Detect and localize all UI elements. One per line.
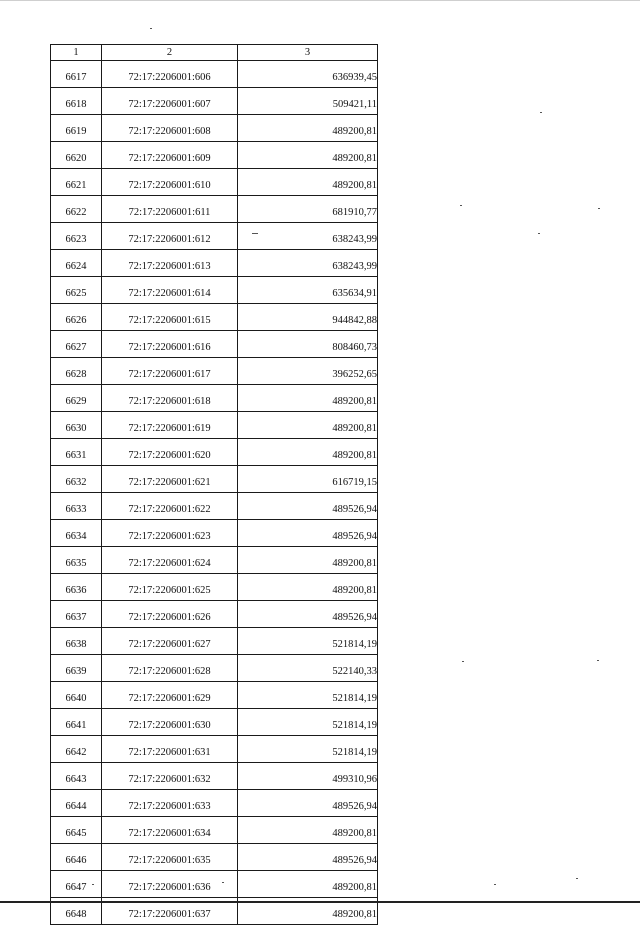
scan-speck bbox=[150, 28, 152, 29]
header-column-3: 3 bbox=[238, 45, 378, 61]
cadastral-value-cell: 944842,88 bbox=[238, 304, 378, 331]
row-number-cell: 6638 bbox=[51, 628, 102, 655]
table-row bbox=[51, 763, 378, 790]
table-row bbox=[51, 493, 378, 520]
cadastral-number-cell: 72:17:2206001:613 bbox=[102, 250, 238, 277]
table-row bbox=[51, 196, 378, 223]
table-body bbox=[51, 61, 378, 925]
cadastral-value-cell: 489526,94 bbox=[238, 844, 378, 871]
cadastral-value-cell: 616719,15 bbox=[238, 466, 378, 493]
cadastral-value-cell: 489200,81 bbox=[238, 115, 378, 142]
row-number-cell: 6618 bbox=[51, 88, 102, 115]
scan-speck bbox=[597, 660, 599, 661]
cadastral-value-cell: 489200,81 bbox=[238, 439, 378, 466]
cadastral-number-cell: 72:17:2206001:611 bbox=[102, 196, 238, 223]
cadastral-value-cell: 489200,81 bbox=[238, 574, 378, 601]
cadastral-number-cell: 72:17:2206001:624 bbox=[102, 547, 238, 574]
cadastral-number-cell: 72:17:2206001:628 bbox=[102, 655, 238, 682]
cadastral-number-cell: 72:17:2206001:618 bbox=[102, 385, 238, 412]
cadastral-value-cell: 489526,94 bbox=[238, 493, 378, 520]
table-row bbox=[51, 304, 378, 331]
row-number-cell: 6644 bbox=[51, 790, 102, 817]
cadastral-value-cell: 499310,96 bbox=[238, 763, 378, 790]
row-number-cell: 6642 bbox=[51, 736, 102, 763]
table-row bbox=[51, 655, 378, 682]
cadastral-value-table bbox=[50, 44, 378, 925]
row-number-cell: 6623 bbox=[51, 223, 102, 250]
table-row bbox=[51, 844, 378, 871]
cadastral-value-cell: 396252,65 bbox=[238, 358, 378, 385]
cadastral-number-cell: 72:17:2206001:635 bbox=[102, 844, 238, 871]
page-top-edge bbox=[0, 0, 640, 1]
row-number-cell: 6637 bbox=[51, 601, 102, 628]
row-number-cell: 6633 bbox=[51, 493, 102, 520]
cadastral-number-cell: 72:17:2206001:634 bbox=[102, 817, 238, 844]
table-row bbox=[51, 817, 378, 844]
table-row bbox=[51, 439, 378, 466]
cadastral-value-cell: 489200,81 bbox=[238, 871, 378, 898]
page-bottom-edge bbox=[0, 901, 640, 903]
table-header bbox=[51, 45, 378, 61]
scan-speck bbox=[538, 233, 540, 234]
table-row bbox=[51, 466, 378, 493]
table-row bbox=[51, 250, 378, 277]
cadastral-value-cell: 489200,81 bbox=[238, 547, 378, 574]
table-row bbox=[51, 682, 378, 709]
row-number-cell: 6629 bbox=[51, 385, 102, 412]
table-row bbox=[51, 223, 378, 250]
cadastral-number-cell: 72:17:2206001:614 bbox=[102, 277, 238, 304]
cadastral-number-cell: 72:17:2206001:625 bbox=[102, 574, 238, 601]
row-number-cell: 6626 bbox=[51, 304, 102, 331]
cadastral-value-cell: 489526,94 bbox=[238, 601, 378, 628]
cadastral-number-cell: 72:17:2206001:615 bbox=[102, 304, 238, 331]
scan-speck bbox=[222, 882, 224, 883]
cadastral-number-cell: 72:17:2206001:608 bbox=[102, 115, 238, 142]
cadastral-value-cell: 638243,99 bbox=[238, 250, 378, 277]
scan-speck bbox=[494, 884, 496, 885]
row-number-cell: 6645 bbox=[51, 817, 102, 844]
table-row bbox=[51, 871, 378, 898]
cadastral-number-cell: 72:17:2206001:623 bbox=[102, 520, 238, 547]
table-row bbox=[51, 277, 378, 304]
cadastral-number-cell: 72:17:2206001:616 bbox=[102, 331, 238, 358]
table-row bbox=[51, 601, 378, 628]
scan-speck bbox=[462, 661, 464, 662]
table-row bbox=[51, 574, 378, 601]
cadastral-value-cell: 681910,77 bbox=[238, 196, 378, 223]
cadastral-number-cell: 72:17:2206001:621 bbox=[102, 466, 238, 493]
cadastral-number-cell: 72:17:2206001:609 bbox=[102, 142, 238, 169]
row-number-cell: 6631 bbox=[51, 439, 102, 466]
table-row bbox=[51, 736, 378, 763]
row-number-cell: 6636 bbox=[51, 574, 102, 601]
cadastral-value-cell: 489200,81 bbox=[238, 898, 378, 925]
cadastral-number-cell: 72:17:2206001:632 bbox=[102, 763, 238, 790]
scan-speck bbox=[540, 112, 542, 113]
scan-speck bbox=[576, 878, 578, 879]
row-number-cell: 6648 bbox=[51, 898, 102, 925]
row-number-cell: 6632 bbox=[51, 466, 102, 493]
table-row bbox=[51, 88, 378, 115]
row-number-cell: 6639 bbox=[51, 655, 102, 682]
row-number-cell: 6634 bbox=[51, 520, 102, 547]
cadastral-value-cell: 489200,81 bbox=[238, 817, 378, 844]
cadastral-number-cell: 72:17:2206001:630 bbox=[102, 709, 238, 736]
cadastral-value-cell: 635634,91 bbox=[238, 277, 378, 304]
cadastral-value-cell: 489200,81 bbox=[238, 412, 378, 439]
cadastral-number-cell: 72:17:2206001:636 bbox=[102, 871, 238, 898]
cadastral-number-cell: 72:17:2206001:619 bbox=[102, 412, 238, 439]
scan-speck bbox=[92, 884, 94, 885]
row-number-cell: 6620 bbox=[51, 142, 102, 169]
cadastral-value-cell: 509421,11 bbox=[238, 88, 378, 115]
row-number-cell: 6643 bbox=[51, 763, 102, 790]
row-number-cell: 6622 bbox=[51, 196, 102, 223]
row-number-cell: 6627 bbox=[51, 331, 102, 358]
table-row bbox=[51, 628, 378, 655]
cadastral-value-cell: 521814,19 bbox=[238, 736, 378, 763]
cadastral-number-cell: 72:17:2206001:626 bbox=[102, 601, 238, 628]
cadastral-value-cell: 808460,73 bbox=[238, 331, 378, 358]
cadastral-number-cell: 72:17:2206001:637 bbox=[102, 898, 238, 925]
cadastral-value-cell: 489200,81 bbox=[238, 169, 378, 196]
row-number-cell: 6617 bbox=[51, 61, 102, 88]
cadastral-number-cell: 72:17:2206001:622 bbox=[102, 493, 238, 520]
row-number-cell: 6647 bbox=[51, 871, 102, 898]
cadastral-value-cell: 638243,99 bbox=[238, 223, 378, 250]
table-row bbox=[51, 520, 378, 547]
row-number-cell: 6630 bbox=[51, 412, 102, 439]
cadastral-number-cell: 72:17:2206001:631 bbox=[102, 736, 238, 763]
table-row bbox=[51, 790, 378, 817]
cadastral-number-cell: 72:17:2206001:629 bbox=[102, 682, 238, 709]
scan-speck bbox=[252, 233, 258, 234]
cadastral-number-cell: 72:17:2206001:606 bbox=[102, 61, 238, 88]
table-row bbox=[51, 115, 378, 142]
table-row bbox=[51, 709, 378, 736]
row-number-cell: 6621 bbox=[51, 169, 102, 196]
cadastral-value-cell: 489200,81 bbox=[238, 385, 378, 412]
cadastral-value-cell: 489526,94 bbox=[238, 520, 378, 547]
row-number-cell: 6619 bbox=[51, 115, 102, 142]
cadastral-number-cell: 72:17:2206001:620 bbox=[102, 439, 238, 466]
cadastral-value-cell: 636939,45 bbox=[238, 61, 378, 88]
cadastral-value-cell: 521814,19 bbox=[238, 709, 378, 736]
row-number-cell: 6628 bbox=[51, 358, 102, 385]
table-row bbox=[51, 412, 378, 439]
cadastral-number-cell: 72:17:2206001:627 bbox=[102, 628, 238, 655]
cadastral-value-cell: 521814,19 bbox=[238, 682, 378, 709]
table-row bbox=[51, 385, 378, 412]
table-row bbox=[51, 331, 378, 358]
header-row bbox=[51, 45, 378, 61]
table-row bbox=[51, 358, 378, 385]
table-row bbox=[51, 169, 378, 196]
cadastral-value-cell: 489200,81 bbox=[238, 142, 378, 169]
row-number-cell: 6625 bbox=[51, 277, 102, 304]
cadastral-number-cell: 72:17:2206001:607 bbox=[102, 88, 238, 115]
cadastral-number-cell: 72:17:2206001:633 bbox=[102, 790, 238, 817]
cadastral-number-cell: 72:17:2206001:612 bbox=[102, 223, 238, 250]
scan-speck bbox=[598, 208, 600, 209]
header-column-1: 1 bbox=[51, 45, 102, 61]
cadastral-number-cell: 72:17:2206001:617 bbox=[102, 358, 238, 385]
row-number-cell: 6641 bbox=[51, 709, 102, 736]
table-row bbox=[51, 142, 378, 169]
table-row bbox=[51, 547, 378, 574]
cadastral-value-cell: 489526,94 bbox=[238, 790, 378, 817]
row-number-cell: 6646 bbox=[51, 844, 102, 871]
cadastral-value-cell: 522140,33 bbox=[238, 655, 378, 682]
cadastral-number-cell: 72:17:2206001:610 bbox=[102, 169, 238, 196]
header-column-2: 2 bbox=[102, 45, 238, 61]
row-number-cell: 6640 bbox=[51, 682, 102, 709]
row-number-cell: 6635 bbox=[51, 547, 102, 574]
table-row bbox=[51, 61, 378, 88]
cadastral-value-cell: 521814,19 bbox=[238, 628, 378, 655]
scan-speck bbox=[460, 205, 462, 206]
row-number-cell: 6624 bbox=[51, 250, 102, 277]
